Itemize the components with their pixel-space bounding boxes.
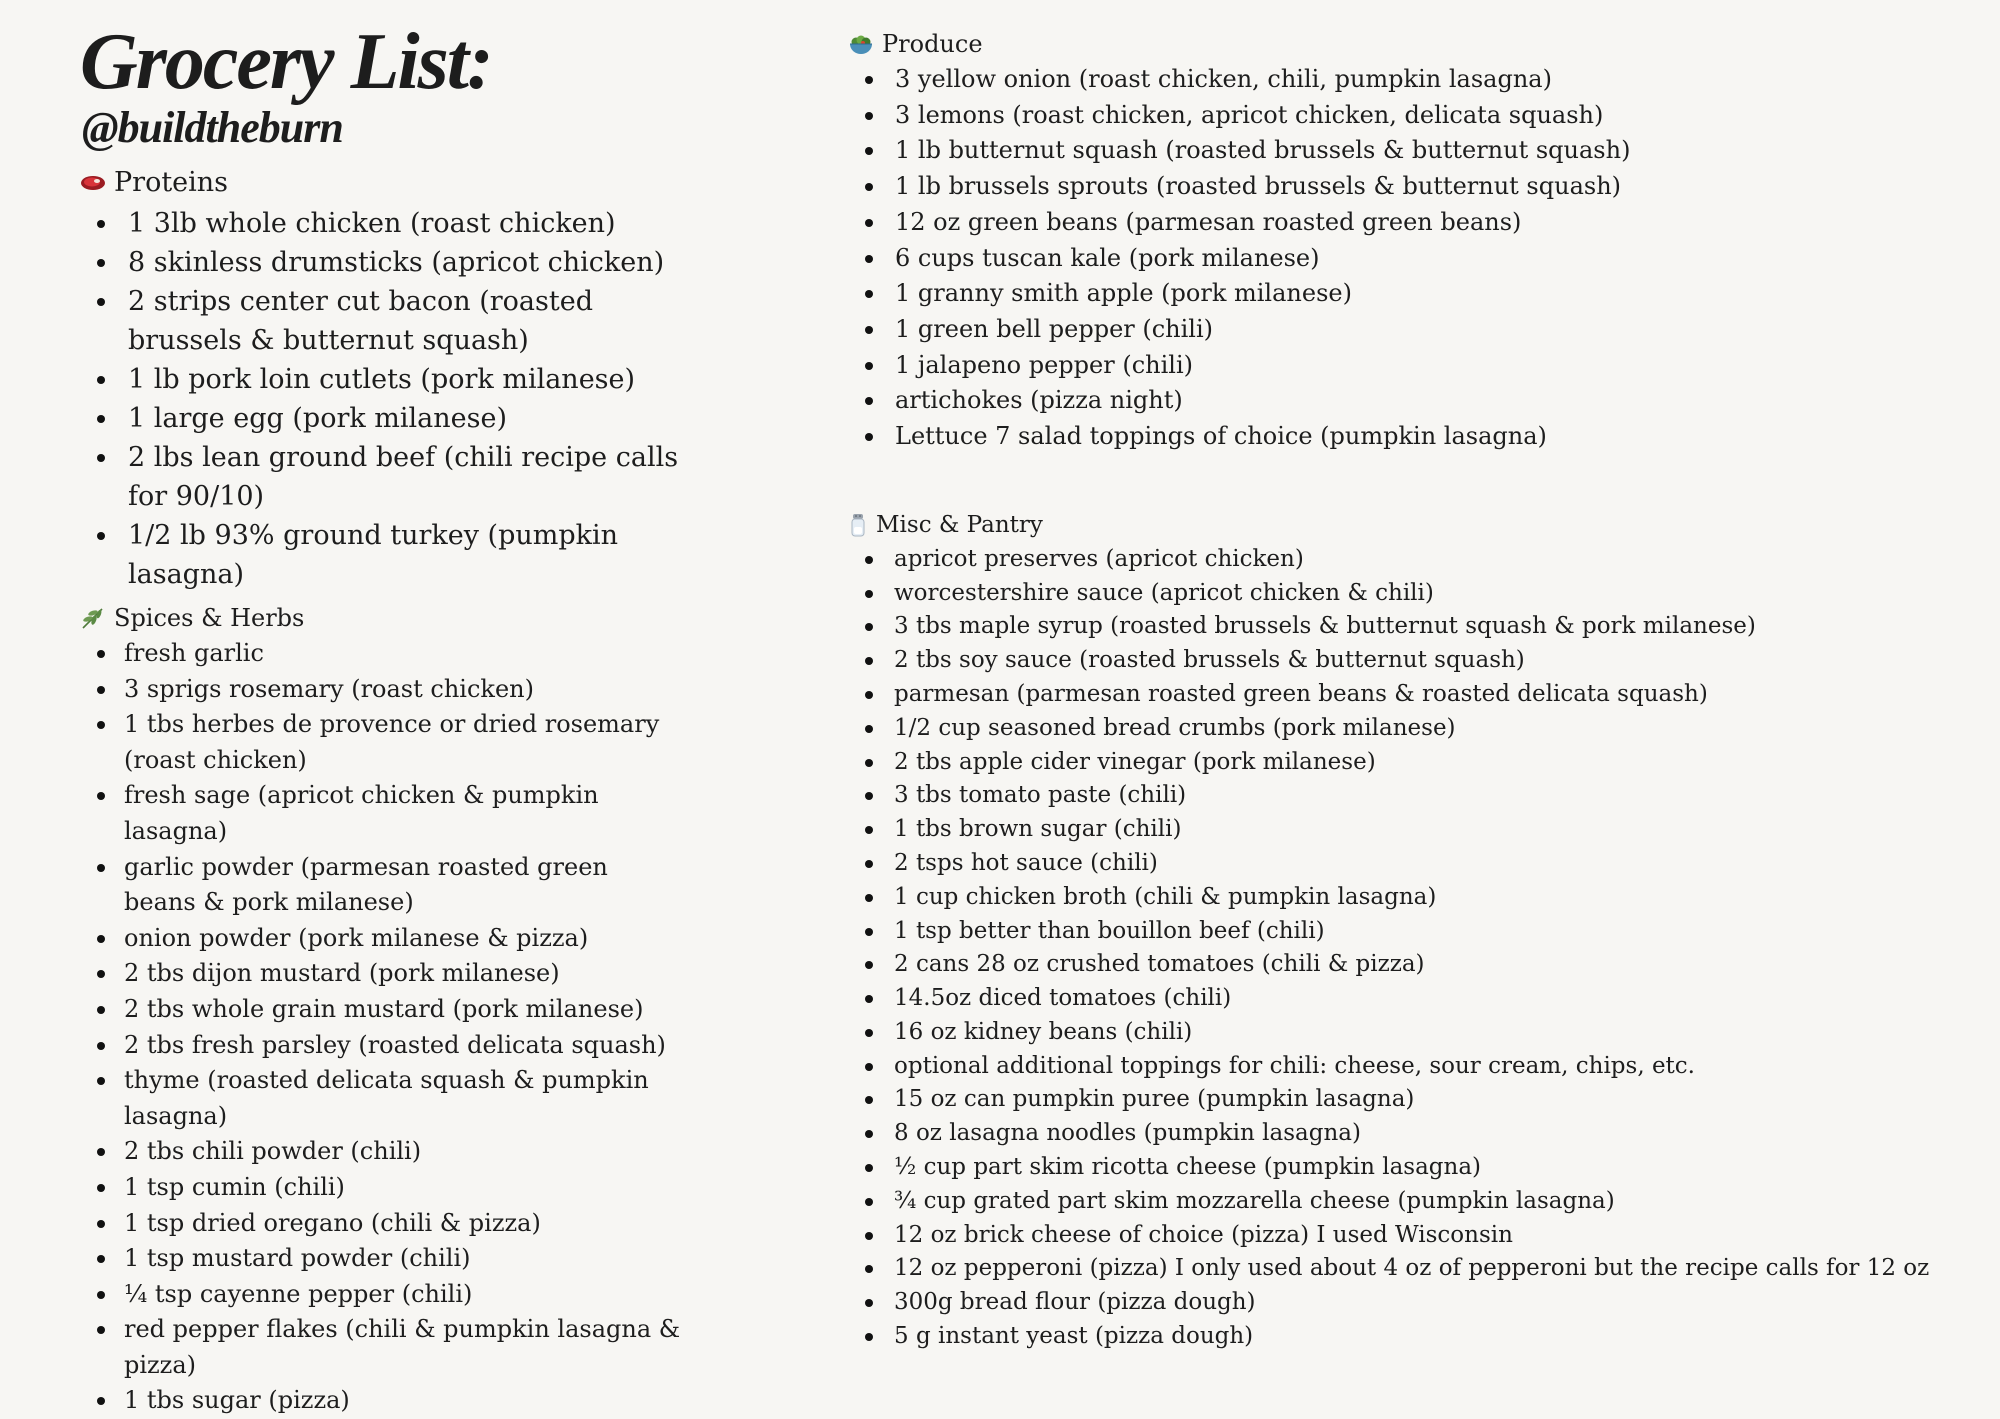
list-item: 2 tbs soy sauce (roasted brussels & butternut squash) — [848, 644, 1968, 678]
spices-list — [80, 636, 680, 1419]
list-item: 1 jalapeno pepper (chili) — [848, 348, 1968, 384]
misc-heading — [848, 507, 1968, 543]
list-item: 3 tbs maple syrup (roasted brussels & butternut squash & pork milanese) — [848, 610, 1968, 644]
list-item: 1/2 lb 93% ground turkey (pumpkin lasagna) — [80, 516, 688, 594]
right-column — [848, 26, 1968, 1354]
spices-heading-label: Spices & Herbs — [114, 604, 305, 632]
list-item: 1 tsp cumin (chili) — [80, 1170, 684, 1206]
salad-icon — [848, 32, 874, 56]
produce-heading — [848, 26, 1968, 62]
list-item: 2 cans 28 oz crushed tomatoes (chili & pizza) — [848, 948, 1968, 982]
list-item: 12 oz pepperoni (pizza) I only used about 4 oz of pepperoni but the recipe calls for 12 oz — [848, 1252, 1968, 1286]
list-item: 1 3lb whole chicken (roast chicken) — [80, 204, 688, 243]
list-item: 2 tsps hot sauce (chili) — [848, 847, 1968, 881]
herb-icon — [80, 606, 106, 630]
list-item: 2 tbs chili powder (chili) — [80, 1134, 684, 1170]
list-item: 2 tbs fresh parsley (roasted delicata squash) — [80, 1028, 684, 1064]
list-item: ¼ tsp cayenne pepper (chili) — [80, 1277, 684, 1313]
steak-icon — [80, 173, 106, 191]
spices-heading — [80, 600, 680, 636]
list-item: 2 tbs dijon mustard (pork milanese) — [80, 956, 684, 992]
list-item: 1/2 cup seasoned bread crumbs (pork milanese) — [848, 712, 1968, 746]
list-item: worcestershire sauce (apricot chicken & chili) — [848, 577, 1968, 611]
list-item: 5 g instant yeast (pizza dough) — [848, 1320, 1968, 1354]
list-item: 8 skinless drumsticks (apricot chicken) — [80, 243, 688, 282]
list-item: artichokes (pizza night) — [848, 383, 1968, 419]
list-item: 3 tbs tomato paste (chili) — [848, 779, 1968, 813]
list-item: apricot preserves (apricot chicken) — [848, 543, 1968, 577]
list-item: 300g bread flour (pizza dough) — [848, 1286, 1968, 1320]
list-item: 3 sprigs rosemary (roast chicken) — [80, 672, 684, 708]
list-item: 1 large egg (pork milanese) — [80, 399, 688, 438]
list-item: 15 oz can pumpkin puree (pumpkin lasagna) — [848, 1083, 1968, 1117]
salt-shaker-icon — [848, 512, 868, 538]
spices-section — [80, 600, 680, 1419]
list-item: 3 yellow onion (roast chicken, chili, pumpkin lasagna) — [848, 62, 1968, 98]
proteins-heading-label: Proteins — [114, 166, 229, 198]
list-item: fresh garlic — [80, 636, 684, 672]
list-item: 12 oz green beans (parmesan roasted green beans) — [848, 205, 1968, 241]
list-item: 2 strips center cut bacon (roasted brussels & butternut squash) — [80, 282, 688, 360]
misc-pantry-section — [848, 507, 1968, 1354]
list-item: Lettuce 7 salad toppings of choice (pumpkin lasagna) — [848, 419, 1968, 455]
list-item: 1 tbs sugar (pizza) — [80, 1383, 684, 1419]
list-item: 2 tbs whole grain mustard (pork milanese) — [80, 992, 684, 1028]
list-item: 1 green bell pepper (chili) — [848, 312, 1968, 348]
list-item: 2 lbs lean ground beef (chili recipe calls for 90/10) — [80, 438, 688, 516]
list-item: ½ cup part skim ricotta cheese (pumpkin lasagna) — [848, 1151, 1968, 1185]
proteins-section — [80, 162, 680, 594]
page-title: Grocery List: — [80, 18, 492, 106]
misc-heading-label: Misc & Pantry — [876, 511, 1043, 538]
list-item: red pepper flakes (chili & pumpkin lasagna & pizza) — [80, 1312, 684, 1383]
list-item: 1 lb butternut squash (roasted brussels & butternut squash) — [848, 133, 1968, 169]
list-item: garlic powder (parmesan roasted green beans & pork milanese) — [80, 850, 684, 921]
produce-list — [848, 62, 1968, 455]
author-handle: @buildtheburn — [82, 103, 343, 152]
list-item: 6 cups tuscan kale (pork milanese) — [848, 241, 1968, 277]
list-item: 1 tsp dried oregano (chili & pizza) — [80, 1206, 684, 1242]
produce-heading-label: Produce — [882, 30, 983, 58]
list-item: 8 oz lasagna noodles (pumpkin lasagna) — [848, 1117, 1968, 1151]
list-item: onion powder (pork milanese & pizza) — [80, 921, 684, 957]
list-item: thyme (roasted delicata squash & pumpkin lasagna) — [80, 1063, 684, 1134]
list-item: fresh sage (apricot chicken & pumpkin lasagna) — [80, 778, 684, 849]
misc-list — [848, 543, 1968, 1354]
left-column — [80, 162, 680, 1419]
proteins-heading — [80, 162, 680, 202]
proteins-list — [80, 204, 680, 594]
list-item: 1 lb pork loin cutlets (pork milanese) — [80, 360, 688, 399]
list-item: 14.5oz diced tomatoes (chili) — [848, 982, 1968, 1016]
list-item: 1 tbs brown sugar (chili) — [848, 813, 1968, 847]
list-item: 3 lemons (roast chicken, apricot chicken, delicata squash) — [848, 98, 1968, 134]
list-item: 1 tsp mustard powder (chili) — [80, 1241, 684, 1277]
list-item: 12 oz brick cheese of choice (pizza) I used Wisconsin — [848, 1219, 1968, 1253]
produce-section — [848, 26, 1968, 455]
list-item: 1 cup chicken broth (chili & pumpkin lasagna) — [848, 881, 1968, 915]
list-item: 2 tbs apple cider vinegar (pork milanese) — [848, 746, 1968, 780]
list-item: 1 granny smith apple (pork milanese) — [848, 276, 1968, 312]
list-item: ¾ cup grated part skim mozzarella cheese (pumpkin lasagna) — [848, 1185, 1968, 1219]
list-item: 1 tsp better than bouillon beef (chili) — [848, 915, 1968, 949]
list-item: 16 oz kidney beans (chili) — [848, 1016, 1968, 1050]
list-item: parmesan (parmesan roasted green beans & roasted delicata squash) — [848, 678, 1968, 712]
list-item: optional additional toppings for chili: cheese, sour cream, chips, etc. — [848, 1050, 1968, 1084]
list-item: 1 lb brussels sprouts (roasted brussels & butternut squash) — [848, 169, 1968, 205]
list-item: 1 tbs herbes de provence or dried rosemary (roast chicken) — [80, 707, 684, 778]
